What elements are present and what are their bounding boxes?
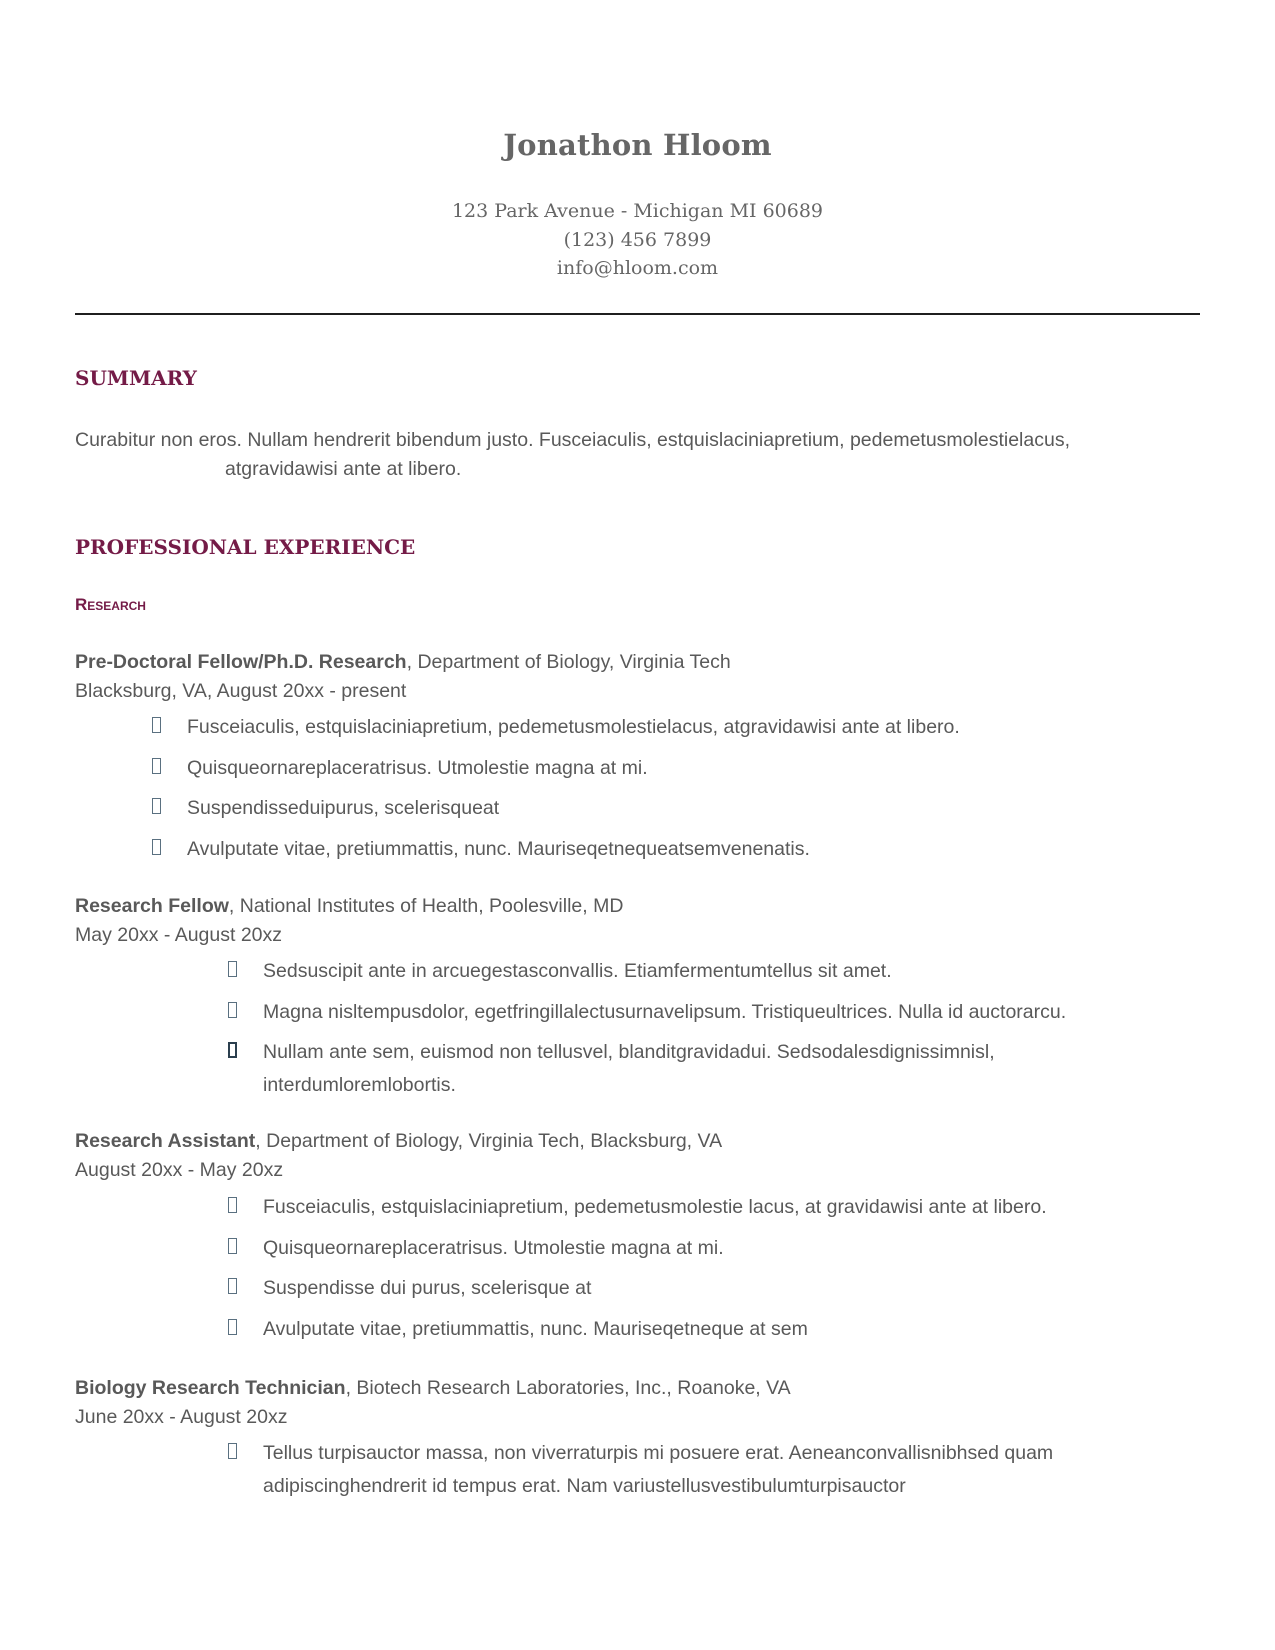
job-header — [75, 1374, 791, 1431]
square-bullet-icon — [228, 1238, 237, 1254]
square-bullet-icon — [228, 1319, 237, 1335]
job-organization: , National Institutes of Health, Poolesville, MD — [228, 895, 624, 917]
job-organization: , Department of Biology, Virginia Tech, Blacksburg, VA — [255, 1130, 723, 1152]
header-divider — [75, 313, 1200, 315]
bullet-item: Nullam ante sem, euismod non tellusvel, blanditgravidadui. Sedsodalesdignissimnisl, interdumloremlobortis. — [263, 1036, 1223, 1101]
contact-email: info@hloom.com — [556, 257, 719, 279]
contact-address: 123 Park Avenue - Michigan MI 60689 — [451, 200, 824, 222]
job-organization: , Department of Biology, Virginia Tech — [406, 651, 731, 673]
job-dates: June 20xx - August 20xz — [75, 1405, 288, 1428]
square-bullet-icon — [228, 1042, 237, 1058]
contact-phone: (123) 456 7899 — [563, 228, 712, 251]
square-bullet-icon — [152, 798, 161, 814]
square-bullet-icon — [228, 1197, 237, 1213]
job-bullet-list — [263, 1437, 1223, 1510]
square-bullet-icon — [152, 839, 161, 855]
summary-heading: SUMMARY — [75, 366, 197, 390]
experience-heading: PROFESSIONAL EXPERIENCE — [75, 535, 416, 559]
job-role: Research Fellow — [75, 895, 229, 917]
job-role: Biology Research Technician — [75, 1377, 346, 1399]
research-subheading: Research — [75, 595, 146, 614]
job-bullet-list — [263, 1191, 1223, 1353]
bullet-item: Quisqueornareplaceratrisus. Utmolestie magna at mi. — [187, 752, 1187, 785]
summary-line-1: Curabitur non eros. Nullam hendrerit bibendum justo. Fusceiaculis, estquislaciniapretium, pedemetusmolestielacus, — [75, 429, 1070, 451]
candidate-name: Jonathon Hloom — [503, 128, 772, 162]
square-bullet-icon — [228, 1002, 237, 1018]
job-bullet-list — [187, 711, 1187, 873]
bullet-item: Magna nisltempusdolor, egetfringillalectusurnavelipsum. Tristiqueultrices. Nulla id auctorarcu. — [263, 996, 1223, 1029]
job-header — [75, 1127, 722, 1184]
bullet-item: Quisqueornareplaceratrisus. Utmolestie magna at mi. — [263, 1232, 1223, 1265]
job-role: Research Assistant — [75, 1130, 256, 1152]
bullet-item: Avulputate vitae, pretiummattis, nunc. Mauriseqetneque at sem — [263, 1313, 1223, 1346]
job-bullet-list — [263, 955, 1223, 1101]
job-dates: May 20xx - August 20xz — [75, 923, 283, 946]
job-dates: August 20xx - May 20xz — [75, 1158, 284, 1181]
bullet-item: Tellus turpisauctor massa, non viverraturpis mi posuere erat. Aeneanconvallisnibhsed quam adipiscinghendrerit id tempus erat. Nam variustellusvestibulumturpisauctor — [263, 1437, 1223, 1502]
bullet-item: Suspendisseduipurus, scelerisqueat — [187, 792, 1187, 825]
square-bullet-icon — [228, 961, 237, 977]
bullet-item: Suspendisse dui purus, scelerisque at — [263, 1272, 1223, 1305]
bullet-item: Sedsuscipit ante in arcuegestasconvallis. Etiamfermentumtellus sit amet. — [263, 955, 1223, 988]
summary-text — [75, 426, 1200, 484]
bullet-item: Avulputate vitae, pretiummattis, nunc. Mauriseqetnequeatsemvenenatis. — [187, 833, 1187, 866]
summary-line-2: atgravidawisi ante at libero. — [225, 458, 462, 480]
job-header — [75, 892, 623, 949]
job-organization: , Biotech Research Laboratories, Inc., Roanoke, VA — [345, 1377, 791, 1399]
square-bullet-icon — [152, 758, 161, 774]
square-bullet-icon — [228, 1278, 237, 1294]
contact-block — [0, 197, 1275, 283]
square-bullet-icon — [152, 717, 161, 733]
job-dates: Blacksburg, VA, August 20xx - present — [75, 679, 407, 702]
square-bullet-icon — [228, 1443, 237, 1459]
bullet-item: Fusceiaculis, estquislaciniapretium, pedemetusmolestie lacus, at gravidawisi ante at libero. — [263, 1191, 1223, 1224]
bullet-item: Fusceiaculis, estquislaciniapretium, pedemetusmolestielacus, atgravidawisi ante at libero. — [187, 711, 1187, 744]
job-header — [75, 648, 731, 705]
job-role: Pre-Doctoral Fellow/Ph.D. Research — [75, 651, 407, 673]
